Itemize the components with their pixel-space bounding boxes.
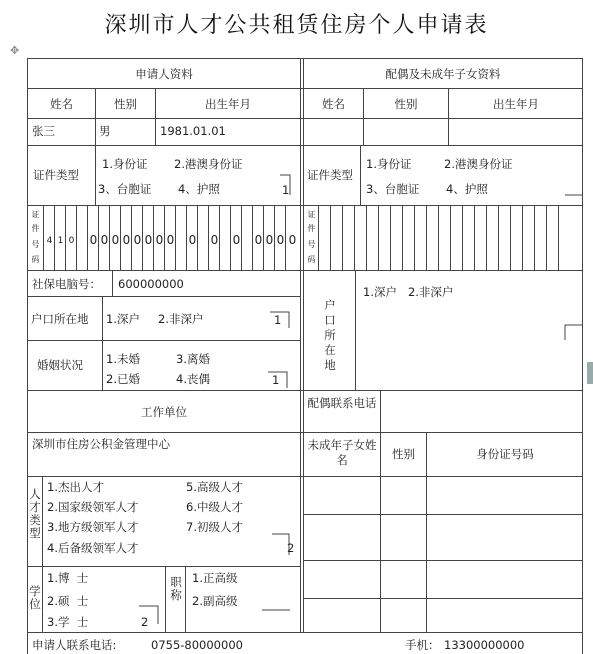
minor-child-name-header: 未成年子女姓名 — [307, 438, 377, 467]
id-digit[interactable]: 0 — [122, 233, 131, 247]
degree-code[interactable]: 2 — [141, 615, 149, 629]
hukou-option: 1.深户 — [106, 312, 140, 326]
id-digit[interactable]: 0 — [111, 233, 120, 247]
spouse-id-type-option: 3、台胞证 — [366, 182, 420, 196]
id-digit[interactable]: 0 — [288, 233, 297, 247]
spouse-id-number-label-char: 证 — [307, 210, 316, 219]
spouse-name-header: 姓名 — [322, 97, 345, 111]
id-type-option: 1.身份证 — [102, 157, 148, 171]
id-type-label: 证件类型 — [33, 168, 79, 182]
applicant-section-heading: 申请人资料 — [135, 67, 193, 81]
talent-option: 1.杰出人才 — [47, 480, 104, 494]
applicant-phone[interactable]: 0755-80000000 — [151, 638, 243, 652]
marital-option: 3.离婚 — [176, 352, 210, 366]
talent-option: 2.国家级领军人才 — [47, 500, 139, 514]
spouse-id-type-label: 证件类型 — [307, 168, 353, 182]
title-rank-label: 职称 — [170, 575, 182, 602]
applicant-name[interactable]: 张三 — [32, 124, 55, 138]
talent-code[interactable]: 2 — [287, 541, 295, 555]
id-digit[interactable]: 0 — [100, 233, 109, 247]
applicant-dob[interactable]: 1981.01.01 — [160, 124, 226, 138]
applicant-phone-label: 申请人联系电话: — [32, 638, 117, 652]
talent-option: 3.地方级领军人才 — [47, 520, 139, 534]
form-title: 深圳市人才公共租赁住房个人申请表 — [104, 13, 489, 38]
id-digit[interactable]: 1 — [57, 236, 64, 246]
hukou-code[interactable]: 1 — [274, 313, 282, 327]
id-digit[interactable]: 0 — [210, 233, 219, 247]
title-rank-option: 1.正高级 — [192, 571, 238, 585]
move-handle-icon[interactable]: ✥ — [10, 44, 20, 57]
title-rank-option: 2.副高级 — [192, 594, 238, 608]
degree-option: 2.硕 士 — [47, 594, 89, 608]
minor-child-gender-header: 性别 — [392, 447, 415, 461]
social-security-value[interactable]: 600000000 — [118, 277, 184, 291]
degree-label: 学位 — [29, 584, 41, 611]
social-security-label: 社保电脑号： — [32, 277, 101, 291]
id-digit[interactable]: 0 — [276, 233, 285, 247]
spouse-id-number-label-char: 件 — [307, 224, 316, 233]
hukou-label: 户口所在地 — [31, 312, 89, 326]
id-number-label-char: 件 — [31, 224, 40, 233]
marital-option: 2.已婚 — [106, 372, 140, 386]
id-digit[interactable]: 0 — [68, 236, 75, 246]
marital-code[interactable]: 1 — [272, 373, 280, 387]
work-unit-label: 工作单位 — [141, 405, 187, 419]
id-digit[interactable]: 0 — [133, 233, 142, 247]
spouse-id-number-label-char: 码 — [307, 255, 316, 264]
work-unit-value[interactable]: 深圳市住房公积金管理中心 — [32, 437, 170, 451]
id-digit[interactable]: 0 — [188, 233, 197, 247]
marital-label: 婚姻状况 — [37, 358, 83, 372]
degree-option: 1.博 士 — [47, 571, 89, 585]
talent-option: 6.中级人才 — [186, 500, 243, 514]
applicant-gender[interactable]: 男 — [99, 124, 111, 138]
spouse-gender-header: 性别 — [394, 97, 418, 111]
spouse-id-type-option: 2.港澳身份证 — [444, 157, 513, 171]
spouse-hukou-label: 户口所在地 — [324, 298, 336, 372]
talent-option: 4.后备级领军人才 — [47, 541, 139, 555]
hukou-option: 2.非深户 — [158, 312, 204, 326]
spouse-hukou-options: 1.深户 2.非深户 — [363, 285, 454, 299]
id-number-label-char: 码 — [31, 255, 40, 264]
id-number-label-char: 号 — [31, 240, 40, 249]
id-digit[interactable]: 0 — [232, 233, 241, 247]
id-digit[interactable]: 0 — [265, 233, 274, 247]
spouse-id-type-option: 4、护照 — [446, 182, 488, 196]
spouse-phone-label: 配偶联系电话 — [307, 396, 377, 410]
id-type-option: 2.港澳身份证 — [174, 157, 243, 171]
talent-option: 5.高级人才 — [186, 480, 243, 494]
id-digit[interactable]: 0 — [155, 233, 164, 247]
id-digit[interactable]: 0 — [166, 233, 175, 247]
mobile-label: 手机： — [405, 638, 440, 652]
marital-option: 1.未婚 — [106, 352, 140, 366]
id-digit[interactable]: 4 — [46, 236, 53, 246]
spouse-id-number-label-char: 号 — [307, 240, 316, 249]
spouse-id-type-option: 1.身份证 — [366, 157, 412, 171]
dob-header: 出生年月 — [205, 97, 251, 111]
name-header: 姓名 — [50, 97, 73, 111]
id-type-option: 4、护照 — [178, 182, 220, 196]
spouse-section-heading: 配偶及未成年子女资料 — [385, 67, 501, 81]
id-type-option: 3、台胞证 — [98, 182, 152, 196]
mobile-value[interactable]: 13300000000 — [444, 638, 525, 652]
spouse-dob-header: 出生年月 — [493, 97, 539, 111]
id-type-code[interactable]: 1 — [282, 183, 290, 197]
id-number-label-char: 证 — [31, 210, 40, 219]
talent-option: 7.初级人才 — [186, 520, 243, 534]
degree-option: 3.学 士 — [47, 615, 89, 629]
id-digit[interactable]: 0 — [89, 233, 98, 247]
id-digit[interactable]: 0 — [144, 233, 153, 247]
marital-option: 4.丧偶 — [176, 372, 210, 386]
id-digit[interactable]: 0 — [254, 233, 263, 247]
gender-header: 性别 — [114, 97, 137, 111]
talent-type-label: 人才类型 — [29, 487, 41, 540]
minor-child-id-header: 身份证号码 — [476, 447, 534, 461]
